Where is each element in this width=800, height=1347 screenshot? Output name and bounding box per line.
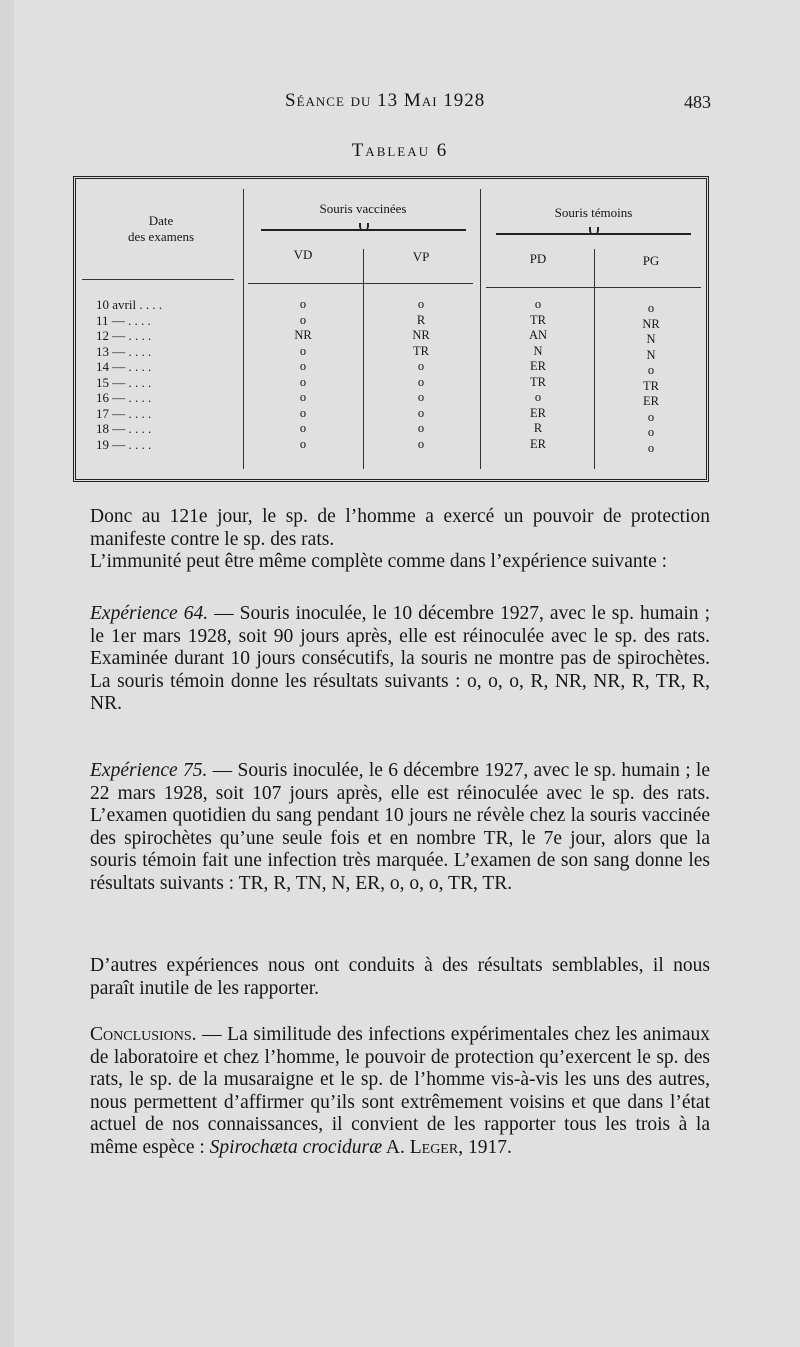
col-header-pd: PD [529,251,547,266]
table-cell: o [299,421,307,435]
table-cell: TR [530,374,546,389]
table-rule [82,279,234,280]
table-cell: N [533,343,543,358]
table-cell: o [534,390,542,404]
table-cell: ER [530,405,546,420]
table-cell: 19 — . . . . [96,436,152,452]
author-name: A. Leger, [382,1136,464,1158]
pg-column [611,301,691,456]
pd-column [498,297,578,452]
table-rule [243,189,244,469]
paragraph-conclusions [90,1024,710,1159]
table-cell: o [417,421,425,435]
paragraph-text: L’immunité peut être même complète comme dans l’expérience suivante : [90,551,668,572]
experience-label: Expérience 64. [90,603,209,624]
table-cell: 14 — . . . . [96,359,152,374]
table-cell: o [417,436,425,451]
brace-vaccinated [261,229,466,239]
table-cell: o [647,440,655,455]
table-cell: N [646,332,656,346]
table-cell: 18 — . . . . [96,421,152,436]
dates-column [96,297,162,452]
table-cell: o [417,374,425,389]
paragraph-text: — Souris inoculée, le 10 décembre 1927, avec le sp. humain ; le 1er mars 1928, soit 90 jours après, elle est réinoculée avec le sp. des rats. Examinée durant 10 jours consécutifs, la souris ne montre pas de spirochètes. La souris témoin donne les résultats suivants : o, o, o, R, NR, NR, R, TR, R, NR. [90,603,710,714]
table-cell: o [299,374,307,389]
date-header-line2: des examens [127,229,195,244]
table-title: Tableau 6 [351,140,449,161]
paragraph-experience-75 [90,760,710,895]
table-cell: o [417,405,425,420]
running-title: Séance du 13 Mai 1928 [285,90,486,111]
table-cell: o [299,312,307,327]
page-header [0,90,800,120]
conclusions-label: Conclusions. [90,1024,197,1045]
col-header-vd: VD [293,247,313,262]
table-cell: 16 — . . . . [96,390,152,405]
table-rule [486,287,701,288]
table-cell: R [416,312,426,327]
year: 1917. [463,1136,512,1158]
table-cell: N [646,347,656,362]
table-cell: o [647,363,655,377]
date-header-line1: Date [148,213,174,228]
table-cell: ER [643,394,659,408]
table-cell: NR [642,316,660,331]
table-cell: 10 avril . . . . [96,297,163,312]
table-cell: ER [530,436,546,451]
table-cell: o [647,301,655,315]
date-header [86,213,236,245]
paragraph-text: — La similitude des infections expérimentales chez les animaux de laboratoire et chez l’homme, le pouvoir de protection qu’exercent le sp. des rats, le sp. de la musaraigne et le sp. de l’homme vis-à-vis les uns des autres, nous permettent d’affirmer qu’ils sont extrêmement voisins et que dans l’état actuel de nos connaissances, il convient de les rapporter tous les trois à la même espèce : [90,1024,710,1158]
col-header-vp: VP [412,249,430,264]
table-rule [248,283,473,284]
results-table [73,176,709,482]
group-control-label: Souris témoins [554,205,633,220]
table-cell: NR [412,328,430,342]
table-cell: o [417,359,425,373]
table-cell: 17 — . . . . [96,405,152,421]
table-cell: R [533,421,543,435]
paragraph-1 [90,506,710,551]
table-cell: o [647,409,655,424]
paragraph-2 [90,551,710,574]
paragraph-text: — Souris inoculée, le 6 décembre 1927, avec le sp. humain ; le 22 mars 1928, soit 107 jours après, elle est réinoculée avec le sp. des rats. L’examen quotidien du sang pendant 10 jours ne révèle chez la souris vaccinée des spirochètes qu’une seule fois et en nombre TR, le 7e jour, alors que la souris témoin fait une infection très marquée. L’examen de son sang donne les résultats suivants : TR, R, TN, N, ER, o, o, o, TR, TR. [90,760,710,894]
brace-control [496,233,691,243]
table-cell: o [299,297,307,311]
table-cell: TR [413,343,429,358]
table-cell: TR [530,312,546,327]
table-rule [480,189,481,469]
table-cell: o [534,297,542,311]
vd-column [263,297,343,452]
species-name: Spirochæta crociduræ [209,1136,383,1158]
table-cell: 15 — . . . . [96,374,152,390]
table-cell: AN [528,328,548,342]
table-cell: o [299,405,307,420]
paragraph-text: D’autres expériences nous ont conduits à des résultats semblables, il nous paraît inutile de les rapporter. [90,955,710,999]
table-cell: o [299,359,307,373]
table-cell: o [647,425,655,439]
paragraph-text: Donc au 121e jour, le sp. de l’homme a exercé un pouvoir de protection manifeste contre le sp. des rats. [90,506,710,550]
table-cell: o [417,297,425,311]
table-cell: 12 — . . . . [96,328,152,343]
table-rule [594,249,595,469]
paragraph-experience-64 [90,603,710,716]
table-cell: o [299,390,307,404]
paragraph-5 [90,955,710,1000]
page-number: 483 [684,92,711,112]
table-cell: 13 — . . . . [96,343,152,359]
table-cell: ER [530,359,546,373]
group-vaccinated-label: Souris vaccinées [319,201,407,216]
col-header-pg: PG [642,253,660,268]
table-cell: o [299,436,307,451]
vp-column [381,297,461,452]
experience-label: Expérience 75. [90,760,208,781]
table-cell: o [417,390,425,404]
table-cell: 11 — . . . . [96,312,151,328]
table-cell: o [299,343,307,358]
table-cell: TR [643,378,659,393]
table-rule [363,249,364,469]
table-cell: NR [294,328,312,342]
